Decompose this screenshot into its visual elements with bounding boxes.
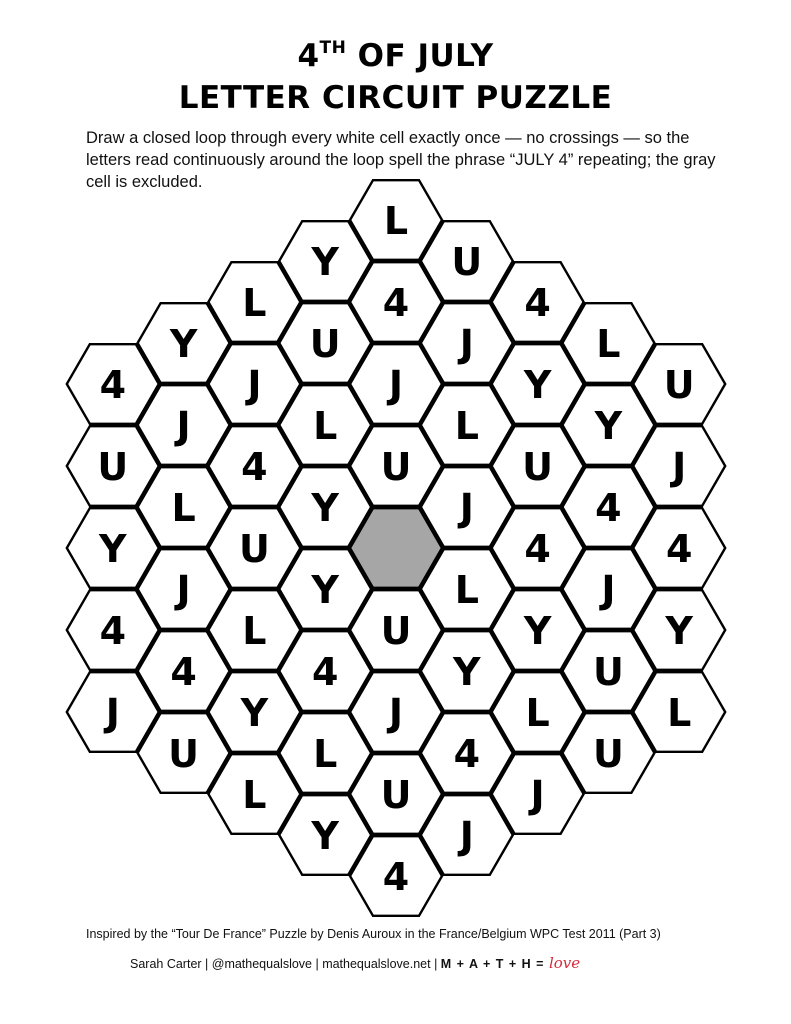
cell-letter: U bbox=[380, 445, 412, 489]
title-number: 4 bbox=[297, 38, 320, 74]
cell-letter: L bbox=[313, 732, 338, 776]
cell-letter: Y bbox=[594, 404, 623, 448]
cell-letter: Y bbox=[311, 240, 339, 284]
cell-letter: J bbox=[388, 691, 404, 735]
cell-letter: L bbox=[525, 691, 550, 735]
cell-letter: U bbox=[380, 609, 412, 653]
cell-letter: Y bbox=[99, 527, 127, 571]
cell-letter: U bbox=[309, 322, 341, 366]
cell-letter: U bbox=[97, 445, 129, 489]
cell-letter: J bbox=[459, 814, 474, 858]
cell-letter: 4 bbox=[382, 855, 410, 899]
cell-letter: L bbox=[242, 281, 267, 325]
cell-letter: U bbox=[168, 732, 200, 776]
cell-letter: J bbox=[247, 363, 262, 407]
cell-letter: J bbox=[672, 445, 687, 489]
cell-letter: J bbox=[105, 691, 120, 735]
cell-letter: J bbox=[176, 568, 191, 612]
cell-letter: L bbox=[454, 404, 479, 448]
cell-letter: J bbox=[530, 773, 545, 817]
cell-letter: U bbox=[238, 527, 270, 571]
cell-letter: 4 bbox=[241, 445, 268, 489]
cell-letter: L bbox=[313, 404, 338, 448]
cell-letter: Y bbox=[665, 609, 693, 653]
footer bbox=[130, 954, 580, 972]
cell-letter: 4 bbox=[311, 650, 339, 694]
cell-letter: L bbox=[383, 199, 409, 243]
cell-letter: 4 bbox=[524, 527, 551, 571]
cell-letter: U bbox=[451, 240, 483, 284]
instructions: Draw a closed loop through every white cell exactly once — no crossings — so the letters read continuously around the loop spell the phrase “JULY 4” repeating; the gray cell is excluded. bbox=[86, 129, 716, 191]
cell-letter: 4 bbox=[453, 732, 481, 776]
title-line-2: LETTER CIRCUIT PUZZLE bbox=[178, 80, 613, 116]
cell-letter: 4 bbox=[99, 363, 127, 407]
cell-letter: L bbox=[171, 486, 196, 530]
cell-letter: U bbox=[592, 732, 624, 776]
footer-love: love bbox=[548, 954, 581, 972]
footer-brand: M + A + T + H = bbox=[440, 957, 549, 971]
footer-text: Sarah Carter | @mathequalslove | mathequalslove.net | bbox=[130, 957, 441, 971]
title-rest: OF JULY bbox=[346, 38, 494, 74]
cell-letter: L bbox=[596, 322, 621, 366]
cell-letter: L bbox=[242, 609, 267, 653]
cell-letter: J bbox=[388, 363, 404, 407]
cell-letter: J bbox=[176, 404, 191, 448]
cell-letter: J bbox=[459, 322, 474, 366]
cell-letter: Y bbox=[311, 568, 339, 612]
cell-letter: U bbox=[663, 363, 695, 407]
credit-line: Inspired by the “Tour De France” Puzzle by Denis Auroux in the France/Belgium WPC Test 2011 (Part 3) bbox=[86, 927, 661, 941]
cell-letter: Y bbox=[311, 814, 339, 858]
cell-letter: L bbox=[667, 691, 692, 735]
title-superscript: TH bbox=[319, 38, 347, 58]
cell-letter: 4 bbox=[524, 281, 551, 325]
cell-letter: 4 bbox=[382, 281, 410, 325]
cell-letter: 4 bbox=[170, 650, 197, 694]
cell-letter: J bbox=[459, 486, 474, 530]
cell-letter: 4 bbox=[99, 609, 127, 653]
cell-letter: Y bbox=[311, 486, 339, 530]
cell-letter: Y bbox=[523, 609, 552, 653]
cell-letter: Y bbox=[169, 322, 198, 366]
cell-letter: L bbox=[454, 568, 479, 612]
cell-letter: J bbox=[601, 568, 616, 612]
cell-letter: Y bbox=[523, 363, 552, 407]
cell-letter: U bbox=[592, 650, 624, 694]
cell-letter: 4 bbox=[665, 527, 693, 571]
cell-letter: 4 bbox=[595, 486, 622, 530]
cell-letter: Y bbox=[240, 691, 269, 735]
cell-letter: U bbox=[522, 445, 554, 489]
cell-letter: U bbox=[380, 773, 412, 817]
cell-letter: L bbox=[242, 773, 267, 817]
cell-letter: Y bbox=[453, 650, 481, 694]
